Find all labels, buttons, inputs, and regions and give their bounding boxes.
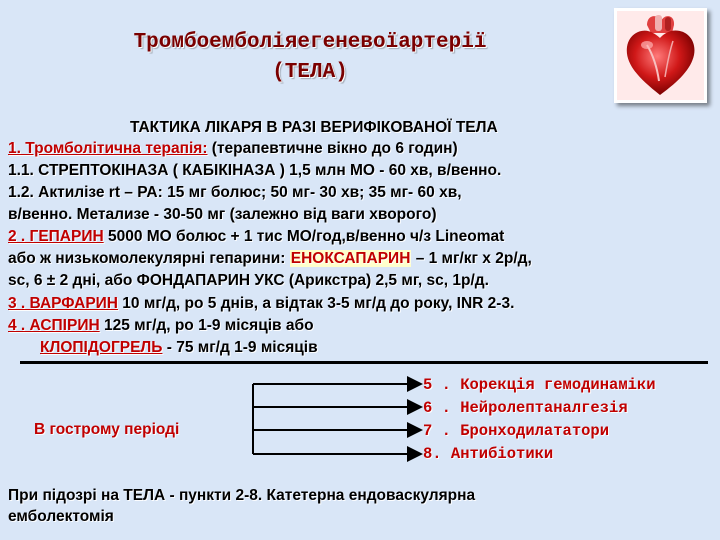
footer-line-2: емболектомія bbox=[8, 508, 114, 525]
tactics-heading: ТАКТИКА ЛІКАРЯ В РАЗІ ВЕРИФІКОВАНОЇ ТЕЛА bbox=[130, 119, 498, 136]
item-aspirin bbox=[8, 316, 314, 335]
item-heparin bbox=[8, 227, 504, 246]
measure-antibiotics: 8. Антибіотики bbox=[423, 445, 554, 463]
item-clopidogrel bbox=[40, 338, 318, 357]
footer-line-1: При підозрі на ТЕЛА - пункти 2-8. Катетерна ендоваскулярна bbox=[8, 487, 476, 504]
slide-title-line-1: Тромбоемболіяегеневоїартерії bbox=[133, 31, 487, 54]
enoxaparin-label: ЕНОКСАПАРИН bbox=[290, 250, 411, 267]
aspirin-dose: 125 мг/д, ро 1-9 місяців або bbox=[99, 317, 314, 334]
slide-title-line-2: (ТЕЛА) bbox=[272, 61, 348, 84]
warfarin-dose: 10 мг/д, ро 5 днів, а відтак 3-5 мг/д до року, INR 2-3. bbox=[118, 295, 515, 312]
measure-hemodynamics: 5 . Корекція гемодинаміки bbox=[423, 376, 656, 394]
clopidogrel-label: КЛОПІДОГРЕЛЬ bbox=[40, 339, 163, 356]
lmwh-intro: або ж низькомолекулярні гепарини: bbox=[8, 250, 290, 267]
item-lmwh bbox=[8, 249, 532, 268]
heart-illustration-icon bbox=[614, 8, 707, 103]
item-actilyse: 1.2. Актилізе rt – PA: 15 мг болюс; 50 мг- 30 хв; 35 мг- 60 хв, bbox=[8, 184, 462, 201]
warfarin-label: 3 . ВАРФАРИН bbox=[8, 295, 118, 312]
aspirin-label: 4 . АСПІРИН bbox=[8, 317, 100, 334]
measure-neuroleptanalgesia: 6 . Нейролептаналгезія bbox=[423, 399, 628, 417]
item-thrombolysis bbox=[8, 139, 458, 158]
item-streptokinase: 1.1. СТРЕПТОКІНАЗА ( КАБІКІНАЗА ) 1,5 млн МО - 60 хв, в/венно. bbox=[8, 162, 502, 179]
thrombolysis-window: (терапевтичне вікно до 6 годин) bbox=[207, 140, 458, 157]
branching-arrows bbox=[225, 370, 425, 470]
heparin-dose: 5000 МО болюс + 1 тис МО/год,в/венно ч/з Lineomat bbox=[103, 228, 505, 245]
enoxaparin-dose: – 1 мг/кг х 2р/д, bbox=[411, 250, 532, 267]
acute-period-label: В гострому періоді bbox=[34, 421, 180, 438]
clopidogrel-dose: - 75 мг/д 1-9 місяців bbox=[162, 339, 318, 356]
divider-line bbox=[20, 361, 708, 364]
item-metalyse: в/венно. Метализе - 30-50 мг (залежно від ваги хворого) bbox=[8, 206, 437, 223]
measure-bronchodilators: 7 . Бронходилататори bbox=[423, 422, 610, 440]
item-warfarin bbox=[8, 294, 514, 313]
thrombolysis-label: 1. Тромболітична терапія: bbox=[8, 140, 208, 157]
heparin-label: 2 . ГЕПАРИН bbox=[8, 228, 104, 245]
item-fondaparinux: sc, 6 ± 2 дні, або ФОНДАПАРИН УКС (Арикстра) 2,5 мг, sc, 1р/д. bbox=[8, 272, 489, 289]
